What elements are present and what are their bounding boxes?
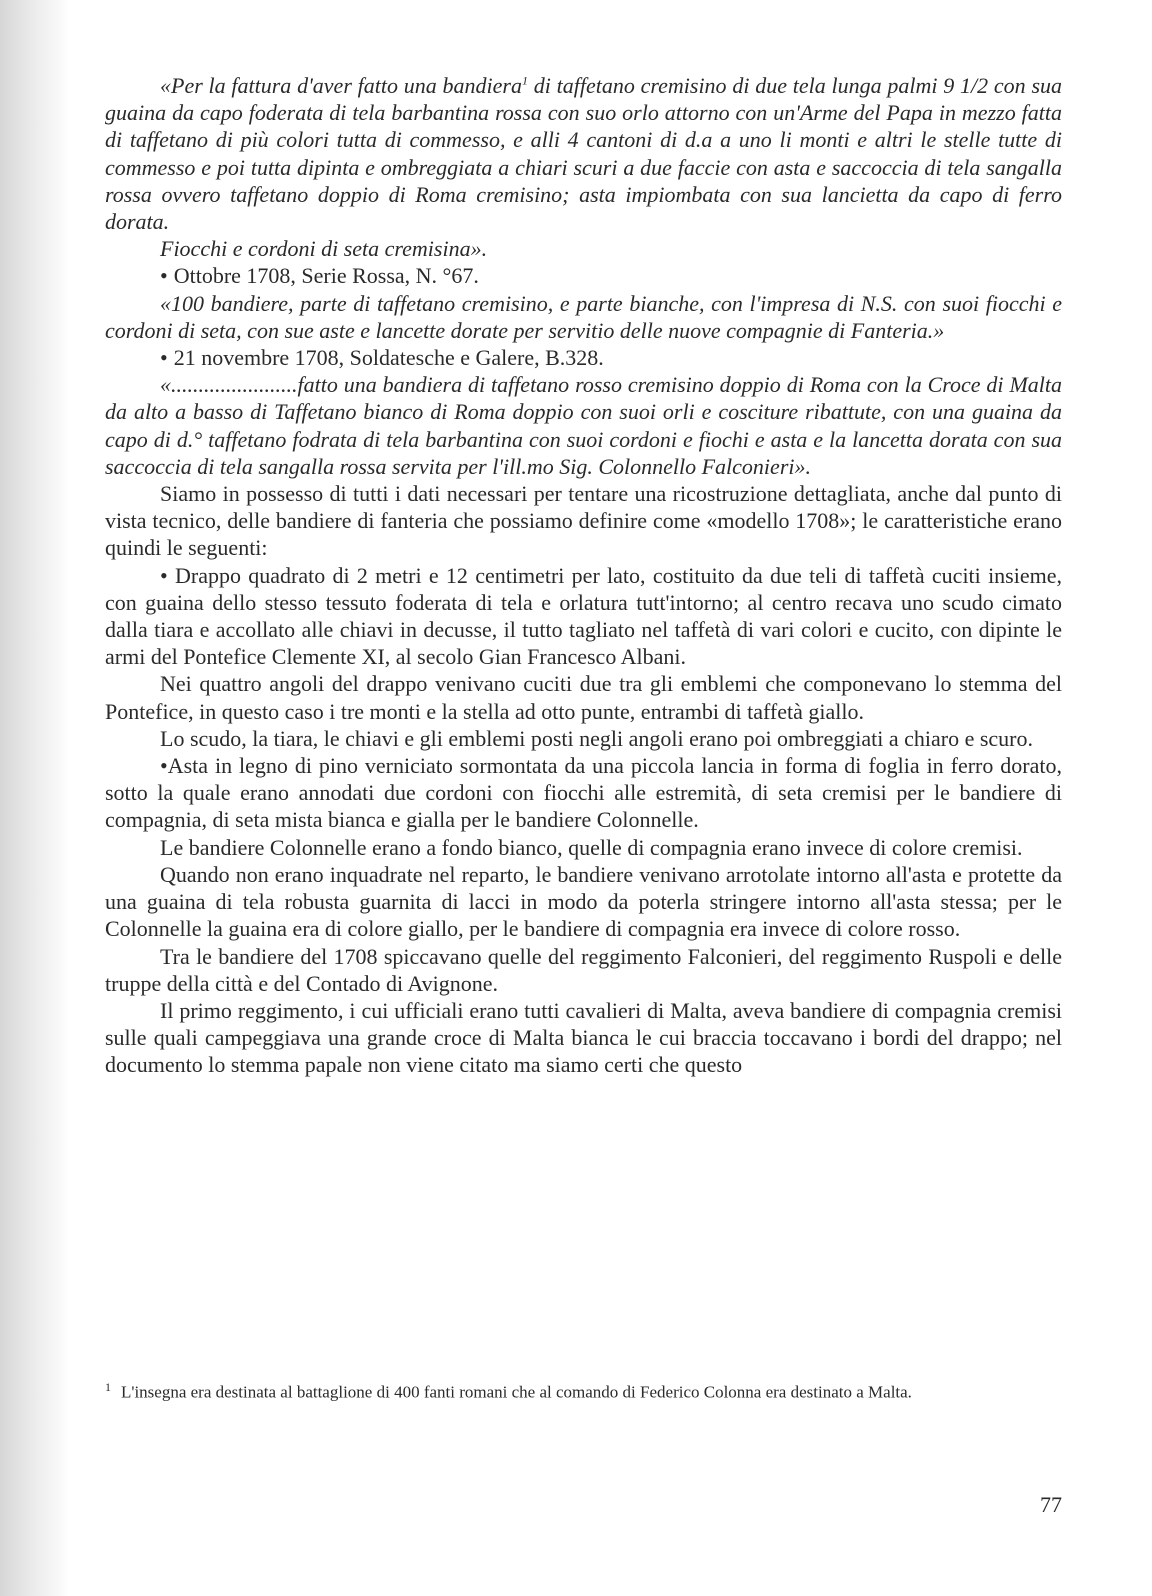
body-text: [105, 480, 1062, 1078]
paragraph: • Drappo quadrato di 2 metri e 12 centimetri per lato, costituito da due teli di taffetà cuciti insieme, con guaina dello stesso tessuto foderata di tela e orlatura tutt'intorno; al centro recava uno scudo cimato dalla tiara e accollato alle chiavi in decusse, il tutto tagliato nel taffetà di vari colori e cucito, con dipinte le armi del Pontefice Clemente XI, al secolo Gian Francesco Albani.: [105, 562, 1062, 670]
quote-block: [105, 72, 1062, 480]
footnote: [105, 1374, 1062, 1406]
quote-4: «.......................fatto una bandiera di taffetano rosso cremisino doppio di Roma con la Croce di Malta da alto a basso di Taffetano bianco di Roma doppio con suoi orli e cosciture ribattute, con una guaina da capo di d.° taffetano fodrata di tela barbantina con suoi cordoni e fiochi e asta e la lancetta dorata con sua saccoccia di tela sangalla rossa servita per l'ill.mo Sig. Colonnello Falconieri».: [105, 372, 1062, 479]
footnote-ref: 1: [521, 73, 528, 88]
page-body: [105, 72, 1062, 1079]
reference-1: • Ottobre 1708, Serie Rossa, N. °67.: [160, 263, 479, 289]
book-gutter-shadow: [0, 0, 70, 1596]
paragraph: Tra le bandiere del 1708 spiccavano quelle del reggimento Falconieri, del reggimento Ruspoli e delle truppe della città e del Contado di Avignone.: [105, 943, 1062, 996]
quote-1: «Per la fattura d'aver fatto una bandiera$^1$ di taffetano cremisino di due tela lunga palmi 9 1/2 con sua guaina da capo foderata di tela barbantina rossa con suo orlo attorno con un'Arme del Papa in mezzo fatta di taffetano di più colori tutta di commesso, e alli 4 cantoni di d.a a uno li monti e altri le stelle tutte di commesso e poi tutta dipinta e ombreggiata a chiari scuri a due faccie con asta e saccoccia di tela sangalla rossa ovvero taffetano doppio di Roma cremisino; asta impiombata con sua lancietta da capo di ferro dorata.: [105, 73, 1063, 235]
quote-2: Fiocchi e cordoni di seta cremisina».: [160, 236, 488, 262]
reference-2: • 21 novembre 1708, Soldatesche e Galere, B.328.: [160, 345, 604, 371]
paragraph: Siamo in possesso di tutti i dati necessari per tentare una ricostruzione dettagliata, anche dal punto di vista tecnico, delle bandiere di fanteria che possiamo definire come «modello 1708»; le caratteristiche erano quindi le seguenti:: [105, 481, 1062, 561]
quote-3: «100 bandiere, parte di taffetano cremisino, e parte bianche, con l'impresa di N.S. con suoi fiocchi e cordoni di seta, con sue aste e lancette dorate per servitio delle nuove compagnie di Fanteria.»: [105, 290, 1062, 343]
footnote-number: 1: [105, 1380, 111, 1394]
bullet: •: [160, 263, 168, 289]
paragraph: Il primo reggimento, i cui ufficiali erano tutti cavalieri di Malta, aveva bandiere di compagnia cremisi sulle quali campeggiava una grande croce di Malta bianca le cui braccia toccavano i bordi del drappo; nel documento lo stemma papale non viene citato ma siamo certi che questo: [105, 997, 1062, 1078]
bullet: •: [160, 345, 168, 371]
paragraph: Nei quattro angoli del drappo venivano cuciti due tra gli emblemi che componevano lo stemma del Pontefice, in questo caso i tre monti e la stella ad otto punte, entrambi di taffetà giallo.: [105, 671, 1062, 724]
footnote-text: L'insegna era destinata al battaglione di 400 fanti romani che al comando di Federico Colonna era destinato a Malta.: [121, 1382, 912, 1402]
page-number: 77: [1040, 1492, 1062, 1517]
paragraph: Le bandiere Colonnelle erano a fondo bianco, quelle di compagnia erano invece di colore cremisi.: [160, 834, 1023, 860]
paragraph: Quando non erano inquadrate nel reparto, le bandiere venivano arrotolate intorno all'asta e protette da una guaina di tela robusta guarnita di lacci in modo da poterla stringere intorno all'asta stessa; per le Colonnelle la guaina era di colore giallo, per le bandiere di compagnia era invece di colore rosso.: [105, 861, 1062, 942]
paragraph: •Asta in legno di pino verniciato sormontata da una piccola lancia in forma di foglia in ferro dorato, sotto la quale erano annodati due cordoni con fiocchi alle estremità, di seta cremisi per le bandiere di compagnia, di seta mista bianca e gialla per le bandiere Colonnelle.: [105, 753, 1062, 833]
paragraph: Lo scudo, la tiara, le chiavi e gli emblemi posti negli angoli erano poi ombreggiati a chiaro e scuro.: [160, 725, 1034, 751]
